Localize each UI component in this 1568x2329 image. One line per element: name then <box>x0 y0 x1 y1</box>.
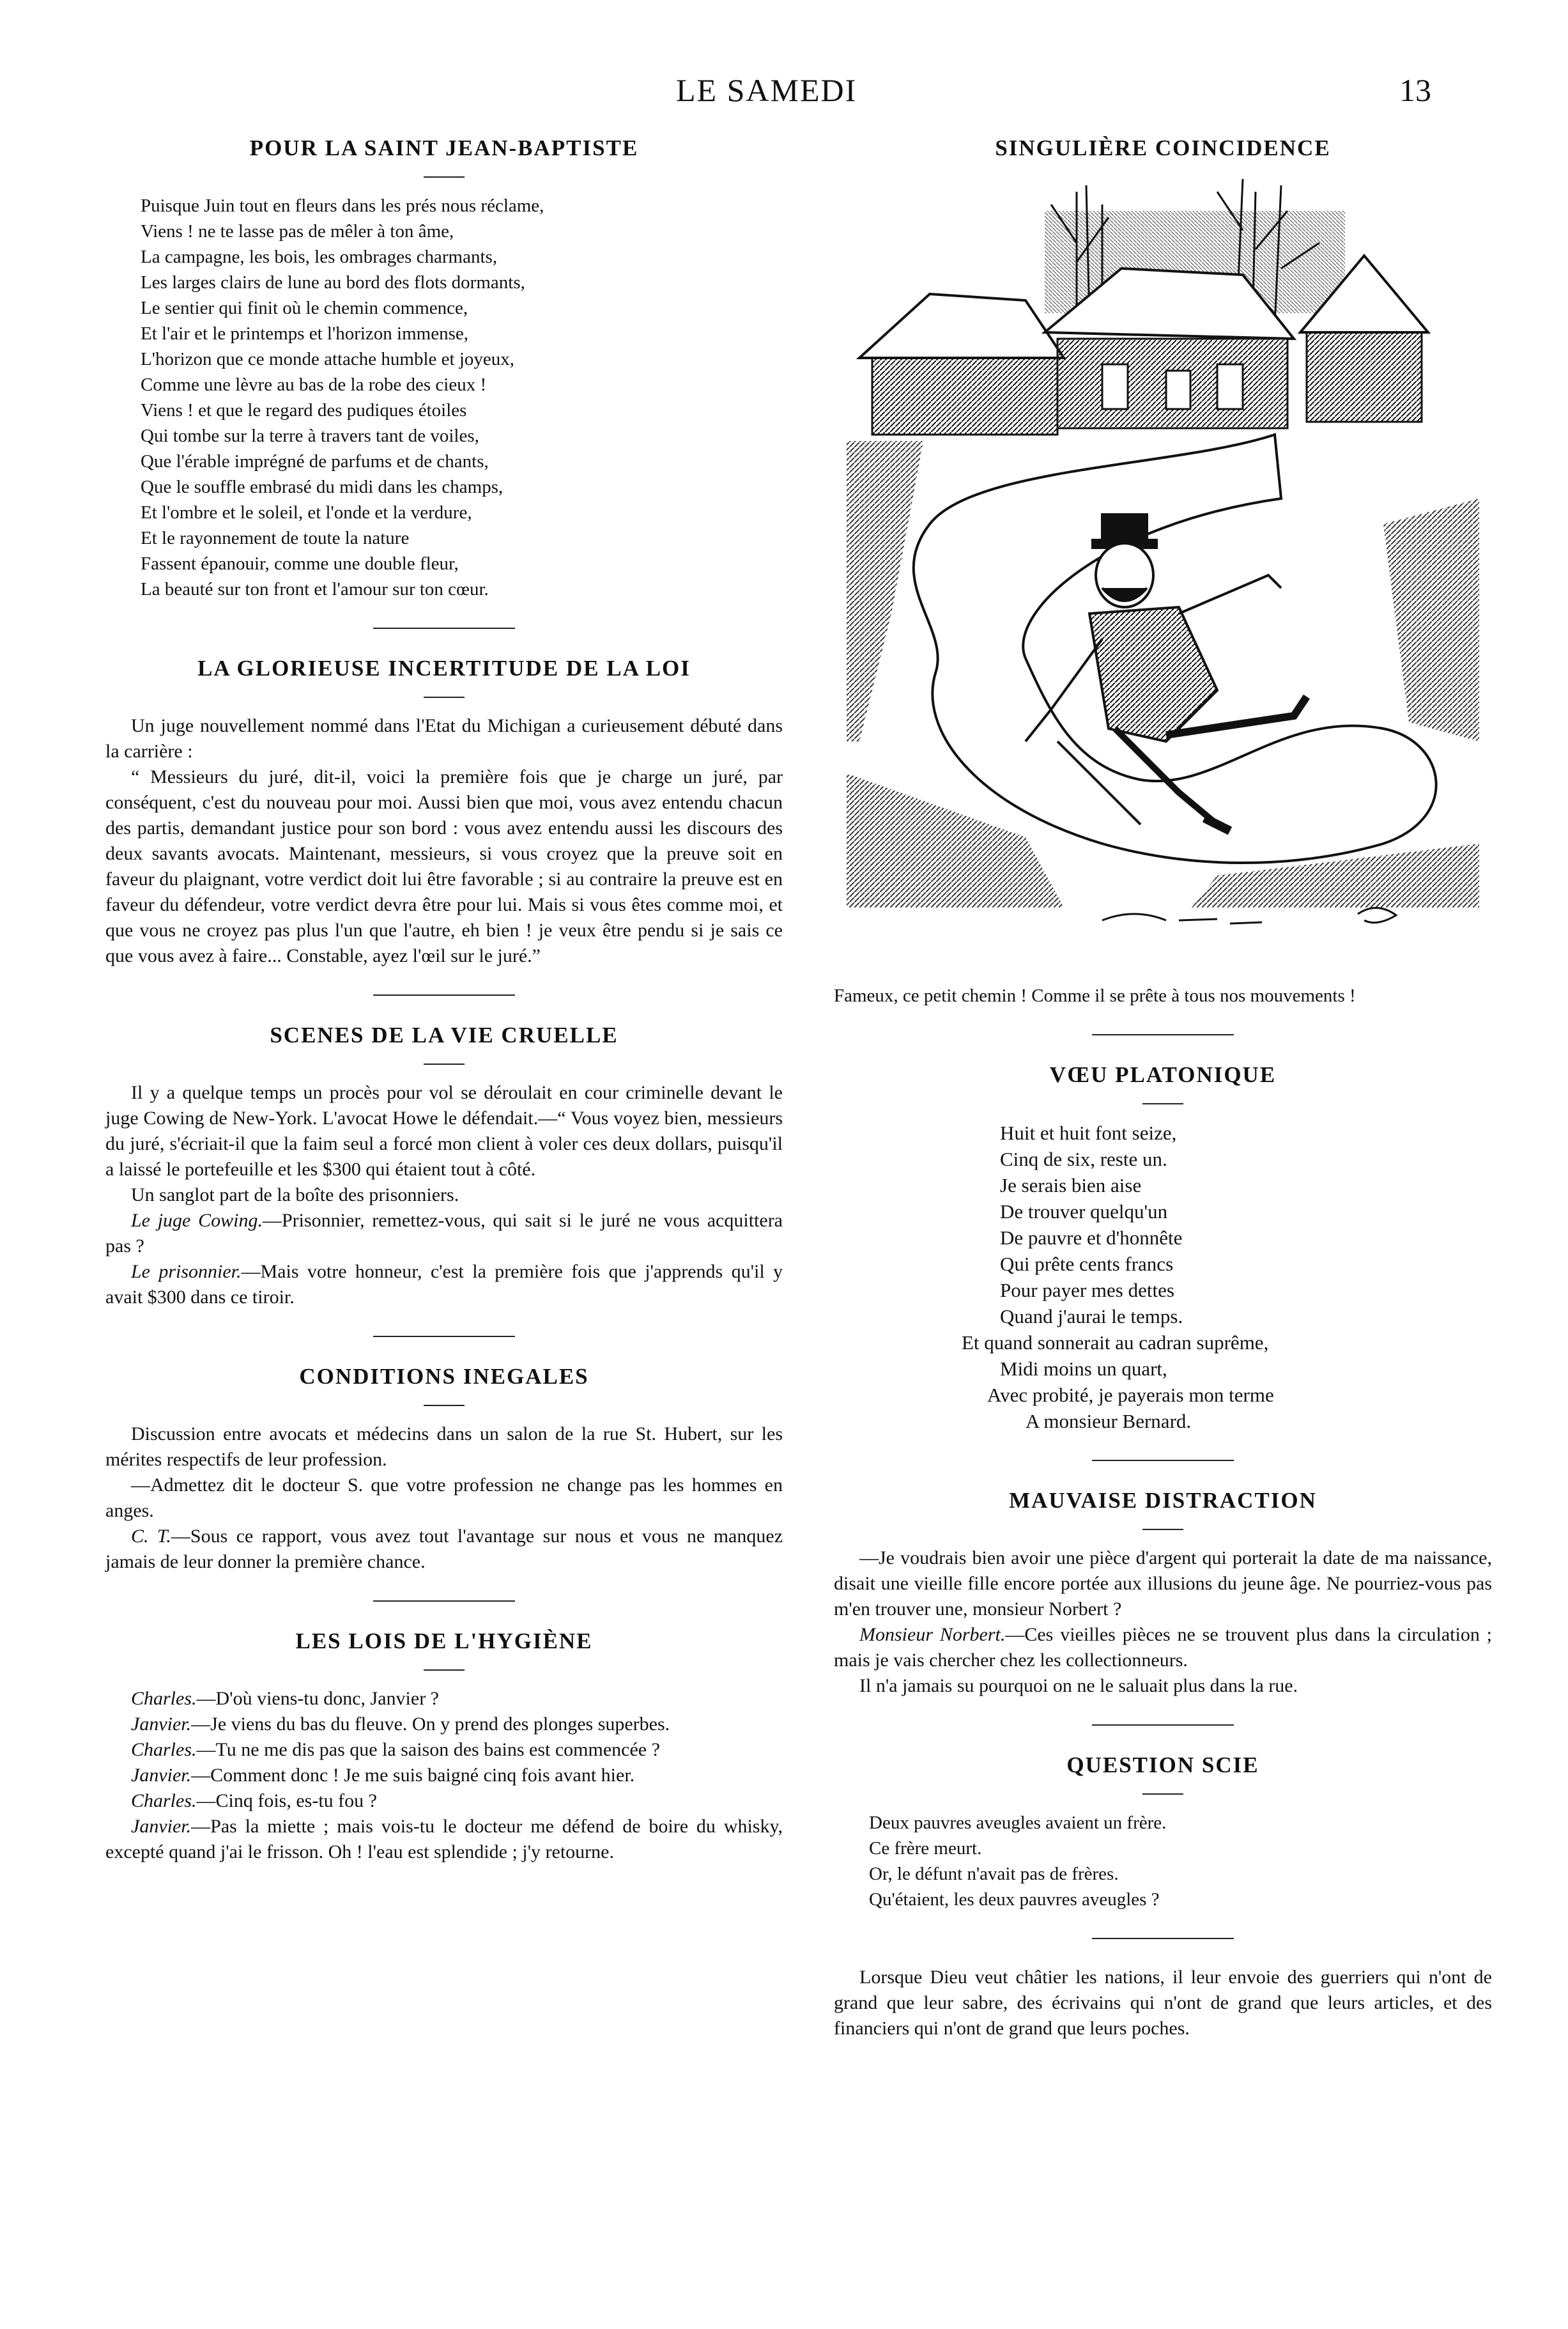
speaker: Janvier. <box>131 1765 192 1786</box>
newspaper-title: LE SAMEDI <box>676 72 857 108</box>
speaker: Janvier. <box>131 1816 192 1837</box>
divider <box>424 697 465 698</box>
paragraph: Un sanglot part de la boîte des prisonniers. <box>131 1184 459 1205</box>
divider <box>424 1669 465 1671</box>
dialogue-text: —Prisonnier, remettez-vous, qui sait si le juré ne vous acquittera pas ? <box>105 1210 783 1257</box>
dialogue-text: —Pas la miette ; mais vois-tu le docteur me défend de boire du whisky, excepté quand j'ai le frisson. Oh ! l'eau est splendide ; j'y retourne. <box>105 1816 783 1862</box>
poem-line: Le sentier qui finit où le chemin commence, <box>141 298 468 318</box>
dialogue-text: —Ces vieilles pièces ne se trouvent plus dans la circulation ; mais je vais chercher chez les collectionneurs. <box>834 1624 1492 1671</box>
scie-title: QUESTION SCIE <box>1066 1753 1259 1777</box>
divider <box>424 1405 465 1406</box>
section-divider <box>1092 1938 1234 1939</box>
paragraph: Il n'a jamais su pourquoi on ne le saluait plus dans la rue. <box>859 1675 1298 1696</box>
voeu-verse <box>962 1120 1492 1434</box>
dialogue-line <box>105 1686 783 1712</box>
paragraph: —Admettez dit le docteur S. que votre profession ne change pas les hommes en anges. <box>105 1474 783 1521</box>
dialogue-text: —Mais votre honneur, c'est la première fois que j'apprends qu'il y avait $300 dans ce tiroir. <box>105 1261 783 1308</box>
scie-body <box>834 1810 1492 1912</box>
illustration-caption: Fameux, ce petit chemin ! Comme il se prête à tous nos mouvements ! <box>834 986 1356 1006</box>
dialogue-line <box>105 1208 783 1259</box>
section-divider <box>373 628 515 629</box>
section-divider <box>373 1336 515 1337</box>
section-divider <box>1092 1724 1234 1726</box>
section-divider <box>373 994 515 996</box>
dialogue-line <box>105 1737 783 1763</box>
poem-line: Comme une lèvre au bas de la robe des cieux ! <box>141 375 487 395</box>
dialogue-line <box>105 1259 783 1310</box>
section-divider <box>373 1600 515 1602</box>
distraction-body <box>834 1545 1492 1699</box>
paragraph: Il y a quelque temps un procès pour vol se déroulait en cour criminelle devant le juge Cowing de New-York. L'avocat Howe le défendait.—“ Vous voyez bien, messieurs du juré, s'écriait-il que la faim seul a forcé mon client à voler ces deux dollars, puisqu'il a laissé le portefeuille et les $300 qui étaient tout à côté. <box>105 1082 783 1180</box>
left-column <box>105 134 783 1865</box>
poem-line: Qui tombe sur la terre à travers tant de voiles, <box>141 426 479 446</box>
divider <box>424 176 465 178</box>
poem-line: L'horizon que ce monde attache humble et joyeux, <box>141 349 515 369</box>
dialogue-line <box>105 1763 783 1788</box>
poem-line: La campagne, les bois, les ombrages charmants, <box>141 247 498 267</box>
poem-line: Je serais bien aise <box>1000 1174 1142 1196</box>
divider <box>1142 1103 1183 1104</box>
conditions-body <box>105 1421 783 1575</box>
poem-line: Huit et huit font seize, <box>1000 1122 1177 1144</box>
paragraph: —Je voudrais bien avoir une pièce d'argent qui porterait la date de ma naissance, disait une vieille fille encore portée aux illusions du jeune âge. Ne pourriez-vous pas m'en trouver une, monsieur Norbert ? <box>834 1547 1492 1620</box>
foreground-marks <box>1102 908 1396 924</box>
poem-line: La beauté sur ton front et l'amour sur ton cœur. <box>141 579 489 600</box>
poem-line: A monsieur Bernard. <box>1026 1410 1192 1432</box>
dialogue-line <box>105 1712 783 1737</box>
poem-line: Midi moins un quart, <box>1000 1358 1167 1380</box>
hygiene-body <box>105 1686 783 1865</box>
section-divider <box>1092 1460 1234 1461</box>
poem-line: Fassent épanouir, comme une double fleur, <box>141 553 459 574</box>
cruelle-title: SCENES DE LA VIE CRUELLE <box>270 1023 619 1048</box>
engraving-illustration <box>834 166 1492 971</box>
dialogue-line <box>105 1524 783 1575</box>
poem-line: Viens ! ne te lasse pas de mêler à ton âme, <box>141 221 454 242</box>
poem-line: De trouver quelqu'un <box>1000 1200 1168 1223</box>
right-column <box>834 134 1492 2041</box>
loi-body <box>105 713 783 969</box>
poem-line: Et l'ombre et le soleil, et l'onde et la verdure, <box>141 502 472 523</box>
dialogue-text: —Comment donc ! Je me suis baigné cinq fois avant hier. <box>191 1765 635 1786</box>
poem-line: Puisque Juin tout en fleurs dans les prés nous réclame, <box>141 196 544 216</box>
riddle-line: Qu'étaient, les deux pauvres aveugles ? <box>869 1889 1160 1910</box>
poem-line: Pour payer mes dettes <box>1000 1279 1174 1301</box>
divider <box>424 1064 465 1065</box>
paragraph: Un juge nouvellement nommé dans l'Etat du Michigan a curieusement débuté dans la carrière : <box>105 715 783 762</box>
poem-verse <box>105 193 783 602</box>
page-number: 13 <box>1399 72 1431 108</box>
loi-title: LA GLORIEUSE INCERTITUDE DE LA LOI <box>197 656 691 681</box>
poem-line: De pauvre et d'honnête <box>1000 1226 1183 1249</box>
voeu-title: VŒU PLATONIQUE <box>1049 1062 1277 1087</box>
poem-line: Viens ! et que le regard des pudiques étoiles <box>141 400 467 421</box>
coincidence-title: SINGULIÈRE COINCIDENCE <box>995 135 1331 160</box>
speaker: Monsieur Norbert. <box>859 1624 1006 1645</box>
poem-line: Que le souffle embrasé du midi dans les champs, <box>141 477 503 497</box>
paragraph: Discussion entre avocats et médecins dans un salon de la rue St. Hubert, sur les mérites respectifs de leur profession. <box>105 1423 783 1470</box>
poem-line: Que l'érable imprégné de parfums et de chants, <box>141 451 489 472</box>
dialogue-line <box>105 1788 783 1814</box>
riddle-line: Or, le défunt n'avait pas de frères. <box>869 1864 1119 1884</box>
paragraph: “ Messieurs du juré, dit-il, voici la première fois que je charge un juré, par conséquent, c'est du nouveau pour moi. Aussi bien que moi, vous avez entendu chacun des partis, demandant justice pour son bord : vous avez entendu aussi les discours des deux savants avocats. Maintenant, messieurs, si vous croyez que la preuve soit en faveur du plaignant, votre verdict doit lui être favorable ; si au contraire la preuve est en faveur du défendeur, votre verdict devra être pour lui. Mais si vous êtes comme moi, et que vous ne croyez pas plus l'un que l'autre, eh bien ! je veux être pendu si je sais ce que vous avez à faire... Constable, ayez l'œil sur le juré.” <box>105 766 783 966</box>
speaker: Charles. <box>131 1688 197 1709</box>
speaker: Le prisonnier. <box>131 1261 242 1282</box>
riddle-line: Deux pauvres aveugles avaient un frère. <box>869 1813 1167 1833</box>
poem-line: Et quand sonnerait au cadran suprême, <box>962 1331 1269 1354</box>
speaker: Charles. <box>131 1790 197 1811</box>
speaker: C. T. <box>131 1526 171 1547</box>
speaker: Le juge Cowing. <box>131 1210 263 1231</box>
speaker: Charles. <box>131 1739 197 1760</box>
poem-line: Avec probité, je payerais mon terme <box>987 1384 1274 1406</box>
houses <box>859 256 1428 435</box>
poem-line: Cinq de six, reste un. <box>1000 1148 1167 1170</box>
riddle-line: Ce frère meurt. <box>869 1838 982 1859</box>
poem-line: Quand j'aurai le temps. <box>1000 1305 1183 1327</box>
dialogue-text: —Cinq fois, es-tu fou ? <box>196 1790 377 1811</box>
closing-aphorism <box>834 1965 1492 2041</box>
poem-line: Et le rayonnement de toute la nature <box>141 528 410 548</box>
poem-line: Et l'air et le printemps et l'horizon immense, <box>141 323 468 344</box>
divider <box>1142 1793 1183 1795</box>
hygiene-title: LES LOIS DE L'HYGIÈNE <box>295 1629 593 1653</box>
speaker: Janvier. <box>131 1714 192 1735</box>
divider <box>1142 1529 1183 1530</box>
dialogue-text: —Sous ce rapport, vous avez tout l'avantage sur nous et vous ne manquez jamais de leur donner la première chance. <box>105 1526 783 1572</box>
dialogue-text: —D'où viens-tu donc, Janvier ? <box>196 1688 439 1709</box>
page-header <box>0 72 1568 116</box>
poem-title: POUR LA SAINT JEAN-BAPTISTE <box>249 135 639 160</box>
dialogue-line <box>105 1814 783 1865</box>
section-divider <box>1092 1034 1234 1035</box>
dialogue-text: —Je viens du bas du fleuve. On y prend des plonges superbes. <box>191 1714 670 1735</box>
conditions-title: CONDITIONS INEGALES <box>299 1364 589 1389</box>
poem-line: Les larges clairs de lune au bord des flots dormants, <box>141 272 525 293</box>
distraction-title: MAUVAISE DISTRACTION <box>1009 1488 1317 1513</box>
dialogue-text: —Tu ne me dis pas que la saison des bains est commencée ? <box>196 1739 660 1760</box>
cruelle-body <box>105 1080 783 1310</box>
paragraph: Lorsque Dieu veut châtier les nations, il leur envoie des guerriers qui n'ont de grand que leur sabre, des écrivains qui n'ont de grand que leurs articles, et des financiers qui n'ont de grand que leurs poches. <box>834 1967 1492 2039</box>
dialogue-line <box>834 1622 1492 1673</box>
poem-line: Qui prête cents francs <box>1000 1253 1174 1275</box>
